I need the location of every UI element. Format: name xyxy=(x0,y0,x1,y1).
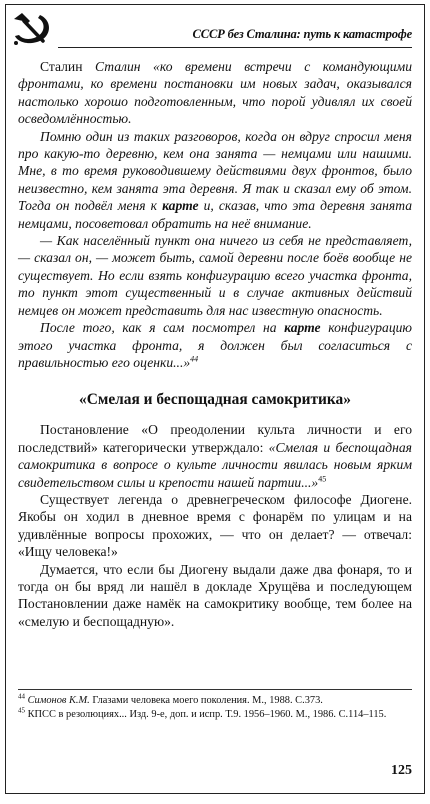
page-number: 125 xyxy=(391,763,412,778)
footnote-number: 45 xyxy=(18,706,25,715)
paragraph-5-quote: «Смелая и беспощадная самокритика в вопросе о культе личности явилась новым ярким свидетельством силы и крепости нашей партии...» xyxy=(18,439,412,490)
running-title: СССР без Сталина: путь к катастрофе xyxy=(192,27,412,41)
footnote-ref-45: 45 xyxy=(318,474,327,483)
main-text xyxy=(18,58,412,630)
paragraph-4-text: После того, как я сам посмотрел на xyxy=(40,320,285,336)
paragraph-2 xyxy=(18,128,412,232)
paragraph-2-end: и, сказав, что эта деревня занята немцами, посоветовал обратить на неё внимание. xyxy=(18,198,412,231)
emphasis-map: карте xyxy=(162,198,199,214)
footnote-45 xyxy=(18,708,412,722)
paragraph-1: Сталин Сталин «ко времени встречи с командующими фронтами, ко времени постановки им новых задач, оказывался настолько хорошо подготовленным, что порой удивлял их своей осведомлённостью. xyxy=(18,59,412,127)
footnote-44 xyxy=(18,694,412,708)
emphasis-map-2: карте xyxy=(284,320,321,336)
paragraph-4 xyxy=(18,319,412,371)
paragraph-5 xyxy=(18,421,412,491)
paragraph-6: Существует легенда о древнегреческом философе Диогене. Якобы он ходил в дневное время с фонарём по улицам и на удивлённые вопросы прохожих, — что он делает? — отвечал: «Ищу человека!» xyxy=(18,491,412,560)
footnote-author: Симонов К.М. xyxy=(27,695,90,706)
paragraph-2-text: Помню один из таких разговоров, когда он вдруг спросил меня про какую-то деревню, кем она занята — немцами или нашими. Мне, в то время руководившему действиями двух фронтов, было неизвестно, кем занята эта деревня. Я так и сказал ему об этом. Тогда он подвёл меня к xyxy=(18,128,412,214)
section-heading: «Смелая и беспощадная самокритика» xyxy=(79,391,351,409)
footnote-text: КПСС в резолюциях... Изд. 9-е, доп. и испр. Т.9. 1956–1960. М., 1986. С.114–115. xyxy=(27,708,387,720)
footnotes xyxy=(18,689,412,721)
book-page xyxy=(5,4,425,794)
header-rule xyxy=(58,47,412,48)
footnote-number: 44 xyxy=(18,692,25,701)
footnote-ref-44: 44 xyxy=(190,354,199,364)
paragraph-3: — Как населённый пункт она ничего из себя не представляет, — сказал он, — может быть, самой деревни после боёв вообще не существует. Но если взять конфигурацию всего участка фронта, то пункт этот существенный и в случае активных действий немцев он может представить для нас известную опасность. xyxy=(18,233,412,318)
paragraph-4-end: конфигурацию этого участка фронта, я должен был согласиться с правильностью его оценки...» xyxy=(18,320,412,370)
hammer-and-sickle-icon xyxy=(10,9,54,47)
paragraph-5-text: Постановление «О преодолении культа личности и его последствий» категорически утверждало: xyxy=(18,422,412,455)
paragraph-7: Думается, что если бы Диогену выдали даже два фонаря, то и тогда он бы вряд ли нашёл в докладе Хрущёва и последующем Постановлении даже намёк на самокритику вообще, тем более на «смелую и беспощадную». xyxy=(18,561,412,629)
footnote-text: Глазами человека моего поколения. М., 1988. С.373. xyxy=(89,695,323,706)
paragraph-1-text: Сталин «ко времени встречи с командующими фронтами, ко времени постановки им новых задач, оказывался настолько хорошо подготовленным, что порой удивлял их своей осведомлённостью. xyxy=(18,59,412,127)
